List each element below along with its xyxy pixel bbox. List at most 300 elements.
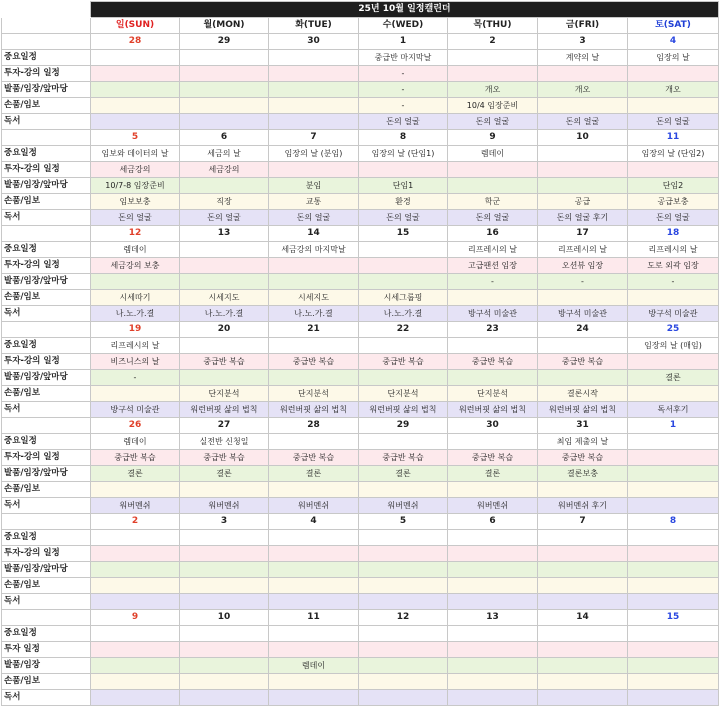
schedule-cell[interactable]: [269, 82, 359, 98]
schedule-cell[interactable]: 단지분석: [359, 386, 448, 402]
schedule-cell[interactable]: [91, 642, 180, 658]
date-cell[interactable]: 4: [269, 514, 359, 530]
date-cell[interactable]: 13: [180, 226, 269, 242]
schedule-cell[interactable]: 나.노.가.결: [91, 306, 180, 322]
schedule-cell[interactable]: 결론: [448, 466, 538, 482]
date-cell[interactable]: 31: [538, 418, 628, 434]
schedule-cell[interactable]: [538, 562, 628, 578]
schedule-cell[interactable]: 돈의 얼굴: [180, 210, 269, 226]
schedule-cell[interactable]: [448, 674, 538, 690]
date-cell[interactable]: 24: [538, 322, 628, 338]
schedule-cell[interactable]: [180, 642, 269, 658]
schedule-cell[interactable]: 환경: [359, 194, 448, 210]
date-cell[interactable]: 17: [538, 226, 628, 242]
date-cell[interactable]: 23: [448, 322, 538, 338]
schedule-cell[interactable]: 10/7-8 임장준비: [91, 178, 180, 194]
date-cell[interactable]: 9: [91, 610, 180, 626]
schedule-cell[interactable]: [359, 162, 448, 178]
schedule-cell[interactable]: [269, 114, 359, 130]
schedule-cell[interactable]: [448, 562, 538, 578]
schedule-cell[interactable]: [269, 258, 359, 274]
schedule-cell[interactable]: [91, 530, 180, 546]
date-cell[interactable]: 30: [448, 418, 538, 434]
schedule-cell[interactable]: [91, 274, 180, 290]
schedule-cell[interactable]: [359, 690, 448, 706]
schedule-cell[interactable]: [628, 354, 719, 370]
date-cell[interactable]: 11: [269, 610, 359, 626]
schedule-cell[interactable]: [538, 482, 628, 498]
schedule-cell[interactable]: 세금의 날: [180, 146, 269, 162]
schedule-cell[interactable]: 나.노.가.결: [359, 306, 448, 322]
schedule-cell[interactable]: -: [448, 274, 538, 290]
schedule-cell[interactable]: [538, 290, 628, 306]
schedule-cell[interactable]: 결론: [91, 466, 180, 482]
schedule-cell[interactable]: [269, 482, 359, 498]
schedule-cell[interactable]: 개오: [628, 82, 719, 98]
date-cell[interactable]: 7: [269, 130, 359, 146]
date-cell[interactable]: 8: [359, 130, 448, 146]
date-cell[interactable]: 14: [269, 226, 359, 242]
schedule-cell[interactable]: -: [359, 66, 448, 82]
schedule-cell[interactable]: 개오: [448, 82, 538, 98]
schedule-cell[interactable]: [91, 594, 180, 610]
schedule-cell[interactable]: 단임1: [359, 178, 448, 194]
schedule-cell[interactable]: 중급반 복습: [269, 450, 359, 466]
schedule-cell[interactable]: [448, 482, 538, 498]
schedule-cell[interactable]: 세금강의 보충: [91, 258, 180, 274]
schedule-cell[interactable]: 계약의 날: [538, 50, 628, 66]
schedule-cell[interactable]: 워버멘쉬: [359, 498, 448, 514]
schedule-cell[interactable]: 10/4 임장준비: [448, 98, 538, 114]
schedule-cell[interactable]: 결론: [359, 466, 448, 482]
schedule-cell[interactable]: [91, 98, 180, 114]
schedule-cell[interactable]: 돈의 얼굴: [359, 114, 448, 130]
schedule-cell[interactable]: -: [359, 82, 448, 98]
schedule-cell[interactable]: [448, 594, 538, 610]
schedule-cell[interactable]: [91, 386, 180, 402]
schedule-cell[interactable]: [628, 530, 719, 546]
schedule-cell[interactable]: [448, 626, 538, 642]
date-cell[interactable]: 30: [269, 34, 359, 50]
schedule-cell[interactable]: 임보보충: [91, 194, 180, 210]
schedule-cell[interactable]: [180, 530, 269, 546]
schedule-cell[interactable]: [180, 338, 269, 354]
schedule-cell[interactable]: 세금강의: [91, 162, 180, 178]
schedule-cell[interactable]: [269, 162, 359, 178]
schedule-cell[interactable]: [359, 530, 448, 546]
schedule-cell[interactable]: [448, 546, 538, 562]
date-cell[interactable]: 7: [538, 514, 628, 530]
schedule-cell[interactable]: [91, 562, 180, 578]
schedule-cell[interactable]: 결론: [628, 370, 719, 386]
schedule-cell[interactable]: [628, 466, 719, 482]
schedule-cell[interactable]: 리프레시의 날: [628, 242, 719, 258]
schedule-cell[interactable]: 시세지도: [269, 290, 359, 306]
schedule-cell[interactable]: [448, 642, 538, 658]
schedule-cell[interactable]: 돈의 얼굴: [91, 210, 180, 226]
schedule-cell[interactable]: 방구석 미술관: [628, 306, 719, 322]
schedule-cell[interactable]: 리프레시의 날: [538, 242, 628, 258]
schedule-cell[interactable]: 세금강의 마지막날: [269, 242, 359, 258]
schedule-cell[interactable]: [359, 482, 448, 498]
schedule-cell[interactable]: 시세따기: [91, 290, 180, 306]
schedule-cell[interactable]: 워런버핏 삶의 법칙: [448, 402, 538, 418]
schedule-cell[interactable]: [269, 690, 359, 706]
schedule-cell[interactable]: [91, 114, 180, 130]
week-date-row: [2, 130, 719, 146]
schedule-cell[interactable]: 돈의 얼굴: [269, 210, 359, 226]
schedule-cell[interactable]: 렘데이: [91, 434, 180, 450]
schedule-cell[interactable]: [628, 162, 719, 178]
schedule-cell[interactable]: [628, 578, 719, 594]
schedule-cell[interactable]: -: [538, 274, 628, 290]
schedule-cell[interactable]: [628, 482, 719, 498]
schedule-cell[interactable]: [269, 530, 359, 546]
schedule-cell[interactable]: [538, 594, 628, 610]
schedule-cell[interactable]: [359, 242, 448, 258]
schedule-cell[interactable]: [538, 98, 628, 114]
schedule-cell[interactable]: [269, 578, 359, 594]
schedule-cell[interactable]: [91, 626, 180, 642]
schedule-cell[interactable]: [448, 530, 538, 546]
row-label: 투자-강의 일정: [2, 258, 91, 274]
schedule-cell[interactable]: [628, 690, 719, 706]
schedule-cell[interactable]: [359, 370, 448, 386]
schedule-cell[interactable]: [180, 562, 269, 578]
schedule-cell[interactable]: [448, 66, 538, 82]
schedule-cell[interactable]: 최임 제출의 날: [538, 434, 628, 450]
date-cell[interactable]: 3: [180, 514, 269, 530]
schedule-cell[interactable]: 중급반 복습: [180, 354, 269, 370]
schedule-cell[interactable]: [269, 370, 359, 386]
date-cell[interactable]: 10: [538, 130, 628, 146]
schedule-cell[interactable]: [180, 114, 269, 130]
schedule-cell[interactable]: 방구석 미술관: [538, 306, 628, 322]
schedule-cell[interactable]: [359, 674, 448, 690]
schedule-cell[interactable]: 단지분석: [269, 386, 359, 402]
schedule-cell[interactable]: [269, 594, 359, 610]
schedule-cell[interactable]: [180, 482, 269, 498]
schedule-cell[interactable]: [359, 658, 448, 674]
schedule-cell[interactable]: 단지분석: [448, 386, 538, 402]
schedule-cell[interactable]: [538, 530, 628, 546]
date-cell[interactable]: 28: [91, 34, 180, 50]
schedule-cell[interactable]: 임장의 날: [628, 50, 719, 66]
schedule-cell[interactable]: [91, 658, 180, 674]
schedule-cell[interactable]: [359, 626, 448, 642]
date-cell[interactable]: 25: [628, 322, 719, 338]
schedule-cell[interactable]: [359, 434, 448, 450]
schedule-cell[interactable]: [180, 370, 269, 386]
date-cell[interactable]: 1: [359, 34, 448, 50]
schedule-cell[interactable]: [180, 258, 269, 274]
schedule-cell[interactable]: 중급반 복습: [359, 450, 448, 466]
date-cell[interactable]: 2: [448, 34, 538, 50]
schedule-cell[interactable]: [180, 50, 269, 66]
schedule-cell[interactable]: [628, 386, 719, 402]
schedule-cell[interactable]: [448, 370, 538, 386]
schedule-cell[interactable]: [448, 658, 538, 674]
date-cell[interactable]: 19: [91, 322, 180, 338]
date-cell[interactable]: 29: [359, 418, 448, 434]
schedule-cell[interactable]: [180, 594, 269, 610]
schedule-cell[interactable]: [628, 562, 719, 578]
schedule-cell[interactable]: 돈의 얼굴 후기: [538, 210, 628, 226]
schedule-cell[interactable]: 워버멘쉬: [91, 498, 180, 514]
schedule-cell[interactable]: [269, 338, 359, 354]
schedule-cell[interactable]: [91, 674, 180, 690]
schedule-cell[interactable]: [538, 146, 628, 162]
schedule-cell[interactable]: 워버멘쉬: [269, 498, 359, 514]
schedule-cell[interactable]: [269, 66, 359, 82]
schedule-cell[interactable]: [180, 674, 269, 690]
schedule-cell[interactable]: 나.노.가.결: [269, 306, 359, 322]
schedule-cell[interactable]: [91, 578, 180, 594]
schedule-cell[interactable]: [628, 642, 719, 658]
date-cell[interactable]: 20: [180, 322, 269, 338]
schedule-cell[interactable]: 임장의 날 (분임): [269, 146, 359, 162]
schedule-cell[interactable]: [628, 594, 719, 610]
row-label: 발품/임장/앞마당: [2, 562, 91, 578]
schedule-cell[interactable]: 돈의 얼굴: [538, 114, 628, 130]
schedule-cell[interactable]: 결론: [269, 466, 359, 482]
date-cell[interactable]: 26: [91, 418, 180, 434]
schedule-cell[interactable]: -: [628, 274, 719, 290]
date-row-label: [2, 130, 91, 146]
date-cell[interactable]: 4: [628, 34, 719, 50]
schedule-cell[interactable]: [91, 66, 180, 82]
schedule-cell[interactable]: 리프레시의 날: [448, 242, 538, 258]
schedule-cell[interactable]: [269, 674, 359, 690]
schedule-cell[interactable]: [628, 98, 719, 114]
date-cell[interactable]: 9: [448, 130, 538, 146]
schedule-cell[interactable]: 워런버핏 삶의 법칙: [538, 402, 628, 418]
schedule-cell[interactable]: [538, 578, 628, 594]
schedule-cell[interactable]: [628, 450, 719, 466]
date-cell[interactable]: 6: [180, 130, 269, 146]
schedule-cell[interactable]: 워런버핏 삶의 법칙: [180, 402, 269, 418]
schedule-cell[interactable]: 임장의 날 (단임1): [359, 146, 448, 162]
schedule-cell[interactable]: [359, 338, 448, 354]
schedule-cell[interactable]: [628, 626, 719, 642]
schedule-cell[interactable]: 워런버핏 삶의 법칙: [269, 402, 359, 418]
schedule-cell[interactable]: [180, 274, 269, 290]
schedule-cell[interactable]: [269, 434, 359, 450]
date-cell[interactable]: 5: [359, 514, 448, 530]
schedule-cell[interactable]: [359, 258, 448, 274]
schedule-cell[interactable]: [628, 546, 719, 562]
schedule-cell[interactable]: 도로 외곽 임장: [628, 258, 719, 274]
schedule-cell[interactable]: [91, 546, 180, 562]
schedule-cell[interactable]: [180, 690, 269, 706]
date-cell[interactable]: 21: [269, 322, 359, 338]
schedule-cell[interactable]: 중급반 복습: [180, 450, 269, 466]
schedule-cell[interactable]: [538, 546, 628, 562]
schedule-cell[interactable]: 워버멘쉬 후기: [538, 498, 628, 514]
schedule-cell[interactable]: [269, 626, 359, 642]
schedule-cell[interactable]: [180, 578, 269, 594]
schedule-cell[interactable]: [91, 482, 180, 498]
schedule-cell[interactable]: 중급반 복습: [448, 450, 538, 466]
schedule-cell[interactable]: [538, 642, 628, 658]
schedule-cell[interactable]: [359, 642, 448, 658]
schedule-cell[interactable]: 고급팬션 임장: [448, 258, 538, 274]
schedule-cell[interactable]: [269, 274, 359, 290]
schedule-cell[interactable]: 학군: [448, 194, 538, 210]
schedule-cell[interactable]: 단지분석: [180, 386, 269, 402]
schedule-cell[interactable]: [359, 594, 448, 610]
schedule-cell[interactable]: 임장의 날 (매임): [628, 338, 719, 354]
schedule-cell[interactable]: 리프레시의 날: [91, 338, 180, 354]
date-cell[interactable]: 13: [448, 610, 538, 626]
schedule-cell[interactable]: [91, 690, 180, 706]
schedule-cell[interactable]: [538, 626, 628, 642]
schedule-cell[interactable]: 시세지도: [180, 290, 269, 306]
schedule-cell[interactable]: [538, 370, 628, 386]
schedule-cell[interactable]: 단임2: [628, 178, 719, 194]
schedule-cell[interactable]: 임보와 데이터의 날: [91, 146, 180, 162]
date-cell[interactable]: 11: [628, 130, 719, 146]
schedule-cell[interactable]: 결론: [180, 466, 269, 482]
schedule-cell[interactable]: [448, 162, 538, 178]
schedule-cell[interactable]: [448, 578, 538, 594]
schedule-cell[interactable]: 공급보충: [628, 194, 719, 210]
schedule-cell[interactable]: [269, 98, 359, 114]
schedule-cell[interactable]: [269, 642, 359, 658]
schedule-cell[interactable]: [628, 290, 719, 306]
schedule-cell[interactable]: 중급반 복습: [91, 450, 180, 466]
schedule-cell[interactable]: [269, 562, 359, 578]
schedule-cell[interactable]: 중급반 마지막날: [359, 50, 448, 66]
schedule-cell[interactable]: [448, 178, 538, 194]
schedule-cell[interactable]: -: [359, 98, 448, 114]
schedule-cell[interactable]: 중급반 복습: [448, 354, 538, 370]
schedule-cell[interactable]: 비즈니스의 날: [91, 354, 180, 370]
schedule-cell[interactable]: [628, 658, 719, 674]
schedule-cell[interactable]: 독서후기: [628, 402, 719, 418]
date-cell[interactable]: 29: [180, 34, 269, 50]
schedule-cell[interactable]: [180, 658, 269, 674]
schedule-cell[interactable]: [180, 626, 269, 642]
date-cell[interactable]: 5: [91, 130, 180, 146]
schedule-cell[interactable]: [538, 338, 628, 354]
date-cell[interactable]: 14: [538, 610, 628, 626]
schedule-cell[interactable]: [448, 50, 538, 66]
schedule-cell[interactable]: 렘데이: [269, 658, 359, 674]
schedule-cell[interactable]: 임장의 날 (단임2): [628, 146, 719, 162]
date-cell[interactable]: 12: [359, 610, 448, 626]
date-cell[interactable]: 3: [538, 34, 628, 50]
schedule-cell[interactable]: [180, 546, 269, 562]
schedule-cell[interactable]: [538, 658, 628, 674]
date-cell[interactable]: 15: [628, 610, 719, 626]
schedule-cell[interactable]: [180, 66, 269, 82]
schedule-cell[interactable]: 워버멘쉬: [180, 498, 269, 514]
schedule-cell[interactable]: [359, 578, 448, 594]
schedule-cell[interactable]: [628, 66, 719, 82]
schedule-cell[interactable]: 중급반 복습: [538, 450, 628, 466]
date-cell[interactable]: 22: [359, 322, 448, 338]
date-cell[interactable]: 6: [448, 514, 538, 530]
schedule-cell[interactable]: [180, 178, 269, 194]
schedule-cell[interactable]: 렘데이: [448, 146, 538, 162]
schedule-cell[interactable]: [180, 98, 269, 114]
schedule-cell[interactable]: [628, 674, 719, 690]
row-label: 손품/임보: [2, 386, 91, 402]
schedule-cell[interactable]: [628, 434, 719, 450]
schedule-cell[interactable]: [538, 690, 628, 706]
date-cell[interactable]: 18: [628, 226, 719, 242]
date-cell[interactable]: 28: [269, 418, 359, 434]
date-cell[interactable]: 1: [628, 418, 719, 434]
schedule-cell[interactable]: 돈의 얼굴: [628, 114, 719, 130]
schedule-cell[interactable]: 오션뷰 임장: [538, 258, 628, 274]
schedule-cell[interactable]: 워버멘쉬: [448, 498, 538, 514]
date-cell[interactable]: 16: [448, 226, 538, 242]
schedule-cell[interactable]: 돈의 얼굴: [448, 210, 538, 226]
schedule-cell[interactable]: 돈의 얼굴: [448, 114, 538, 130]
schedule-cell[interactable]: [180, 242, 269, 258]
schedule-cell[interactable]: [359, 562, 448, 578]
schedule-cell[interactable]: [448, 690, 538, 706]
schedule-cell[interactable]: -: [91, 370, 180, 386]
schedule-cell[interactable]: 시세그룹핑: [359, 290, 448, 306]
schedule-cell[interactable]: [628, 498, 719, 514]
schedule-cell[interactable]: 방구석 미술관: [91, 402, 180, 418]
schedule-cell[interactable]: 교통: [269, 194, 359, 210]
schedule-cell[interactable]: [448, 434, 538, 450]
schedule-cell[interactable]: 돈의 얼굴: [359, 210, 448, 226]
schedule-cell[interactable]: [180, 82, 269, 98]
schedule-cell[interactable]: [538, 66, 628, 82]
schedule-cell[interactable]: 중급반 복습: [269, 354, 359, 370]
schedule-cell[interactable]: [538, 674, 628, 690]
schedule-cell[interactable]: [448, 290, 538, 306]
schedule-cell[interactable]: 공급: [538, 194, 628, 210]
schedule-cell[interactable]: [269, 546, 359, 562]
schedule-row: [2, 194, 719, 210]
schedule-cell[interactable]: 돈의 얼굴: [628, 210, 719, 226]
date-cell[interactable]: 2: [91, 514, 180, 530]
schedule-cell[interactable]: 중급반 복습: [538, 354, 628, 370]
schedule-cell[interactable]: [359, 274, 448, 290]
schedule-cell[interactable]: 나.노.가.결: [180, 306, 269, 322]
schedule-cell[interactable]: 실전반 신청일: [180, 434, 269, 450]
schedule-cell[interactable]: 렘데이: [91, 242, 180, 258]
schedule-cell[interactable]: [538, 178, 628, 194]
schedule-cell[interactable]: 개오: [538, 82, 628, 98]
schedule-cell[interactable]: [359, 546, 448, 562]
date-cell[interactable]: 27: [180, 418, 269, 434]
date-cell[interactable]: 12: [91, 226, 180, 242]
date-cell[interactable]: 10: [180, 610, 269, 626]
date-cell[interactable]: 15: [359, 226, 448, 242]
schedule-cell[interactable]: [91, 82, 180, 98]
schedule-cell[interactable]: 방구석 미술관: [448, 306, 538, 322]
schedule-cell[interactable]: 결론시작: [538, 386, 628, 402]
schedule-cell[interactable]: [269, 50, 359, 66]
schedule-cell[interactable]: [91, 50, 180, 66]
schedule-cell[interactable]: [448, 338, 538, 354]
schedule-cell[interactable]: 중급반 복습: [359, 354, 448, 370]
schedule-cell[interactable]: 세금강의: [180, 162, 269, 178]
schedule-cell[interactable]: 직장: [180, 194, 269, 210]
date-cell[interactable]: 8: [628, 514, 719, 530]
schedule-cell[interactable]: 워런버핏 삶의 법칙: [359, 402, 448, 418]
schedule-cell[interactable]: 분임: [269, 178, 359, 194]
schedule-cell[interactable]: 결론보충: [538, 466, 628, 482]
schedule-cell[interactable]: [538, 162, 628, 178]
